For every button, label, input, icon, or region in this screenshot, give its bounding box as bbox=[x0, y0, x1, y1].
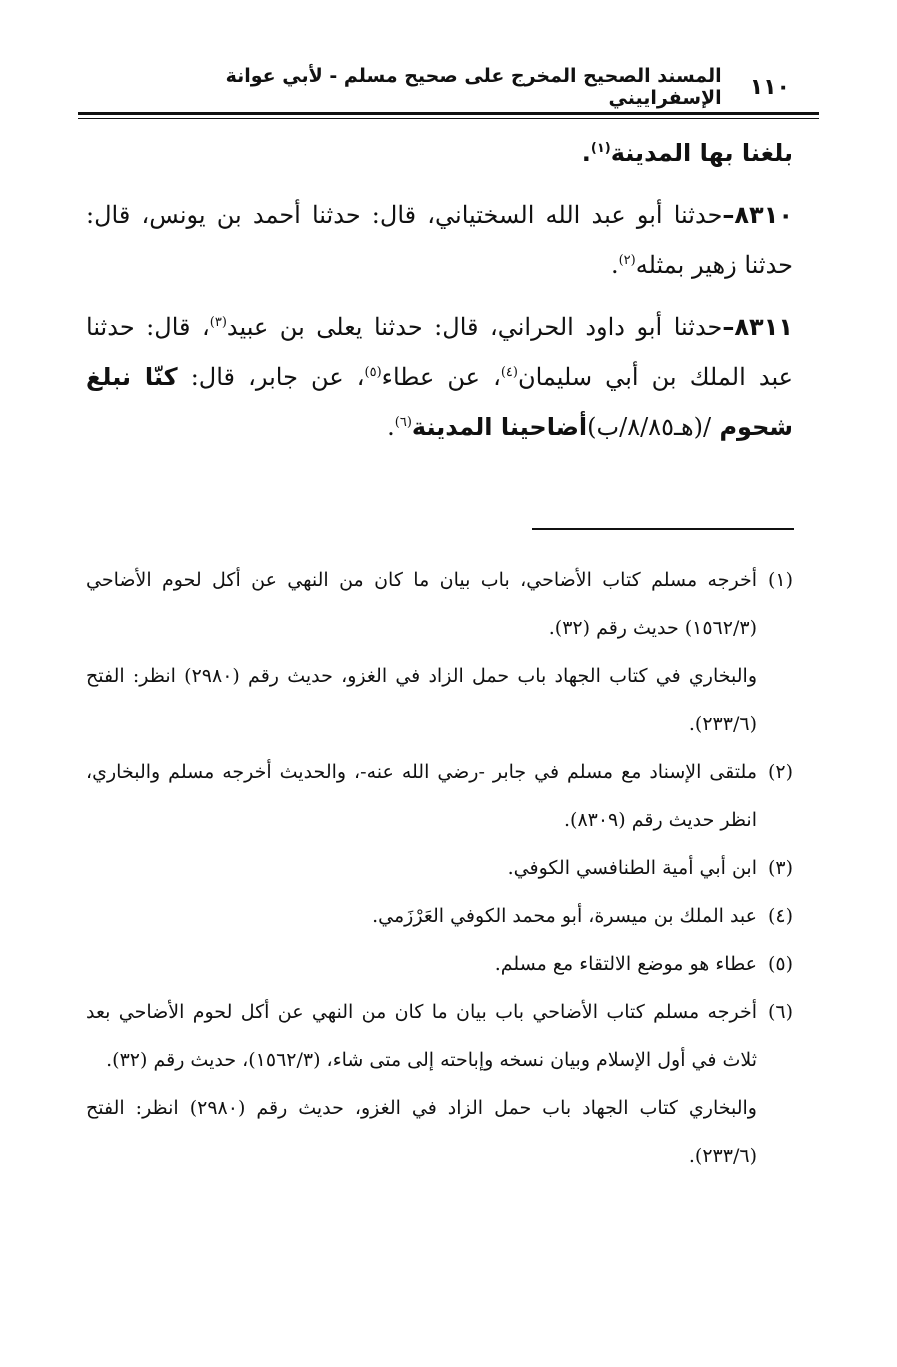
continuation-text: بلغنا بها المدينة bbox=[610, 139, 793, 167]
header-rule-thin bbox=[78, 118, 819, 119]
footnote-number: (١) bbox=[767, 569, 793, 591]
hadith-matn: كنّا نبلغ شحوم bbox=[86, 363, 793, 441]
footnote-text: ابن أبي أمية الطنافسي الكوفي. bbox=[507, 857, 757, 879]
page-number: ١١٠ bbox=[749, 74, 790, 100]
footnote-text: والبخاري كتاب الجهاد باب حمل الزاد في الغزو، حديث رقم (٢٩٨٠) انظر: الفتح (٢٣٣/٦). bbox=[86, 1097, 757, 1167]
period: . bbox=[610, 251, 619, 279]
footnotes bbox=[86, 556, 793, 1180]
hadith-number: ٨٣١١– bbox=[722, 313, 793, 341]
footnote-text: أخرجه مسلم كتاب الأضاحي، باب بيان ما كان من النهي عن أكل لحوم الأضاحي (١٥٦٢/٣) حديث رقم (٣٢). bbox=[86, 569, 757, 639]
page-header bbox=[150, 65, 790, 109]
hadith-matn: أضاحينا المدينة bbox=[411, 413, 588, 441]
footnote-number: (٢) bbox=[767, 761, 793, 783]
footnote-4 bbox=[86, 892, 793, 940]
hadith-text-part: ، عن عطاء bbox=[381, 363, 501, 391]
footnote-5 bbox=[86, 940, 793, 988]
footnote-3 bbox=[86, 844, 793, 892]
hadith-text-part: ، قال: حدثنا عبد الملك بن أبي سليمان bbox=[86, 313, 794, 391]
footnote-text: والبخاري في كتاب الجهاد باب حمل الزاد في الغزو، حديث رقم (٢٩٨٠) انظر: الفتح (٢٣٣/٦). bbox=[86, 665, 757, 735]
manuscript-ref: /(هـ٨/٨٥/ب) bbox=[587, 413, 712, 441]
footnote-1-continued bbox=[86, 652, 793, 748]
footnote-number: (٣) bbox=[767, 857, 793, 879]
hadith-text: حدثنا أبو عبد الله السختياني، قال: حدثنا أحمد بن يونس، قال: حدثنا زهير بمثله bbox=[86, 201, 793, 279]
running-title: المسند الصحيح المخرج على صحيح مسلم - لأبي عوانة الإسفراييني bbox=[225, 65, 722, 109]
footnote-text: ملتقى الإسناد مع مسلم في جابر -رضي الله عنه-، والحديث أخرجه مسلم والبخاري، انظر حديث رقم (٨٣٠٩). bbox=[86, 761, 757, 831]
hadith-text-part: ، عن جابر، قال: bbox=[177, 363, 365, 391]
footnote-number: (٤) bbox=[767, 905, 793, 927]
period: . bbox=[387, 413, 395, 441]
footnote-text: عطاء هو موضع الالتقاء مع مسلم. bbox=[494, 953, 757, 975]
period: . bbox=[581, 139, 591, 167]
footnote-number: (٦) bbox=[767, 1001, 793, 1023]
hadith-8311 bbox=[86, 302, 793, 452]
paragraph-continuation bbox=[86, 128, 793, 178]
footnote-2 bbox=[86, 748, 793, 844]
footnote-number: (٥) bbox=[767, 953, 793, 975]
main-text bbox=[86, 128, 793, 464]
footnote-ref-5: (٥) bbox=[364, 365, 382, 380]
footnote-separator bbox=[532, 528, 794, 530]
footnote-1 bbox=[86, 556, 793, 652]
footnote-ref-1: (١) bbox=[590, 141, 611, 156]
footnote-6 bbox=[86, 988, 793, 1084]
header-rule-thick bbox=[78, 112, 819, 115]
footnote-ref-4: (٤) bbox=[500, 365, 518, 380]
hadith-8310 bbox=[86, 190, 793, 290]
footnote-ref-3: (٣) bbox=[209, 315, 227, 330]
hadith-text-part: حدثنا أبو داود الحراني، قال: حدثنا يعلى بن عبيد bbox=[226, 313, 723, 341]
footnote-text: عبد الملك بن ميسرة، أبو محمد الكوفي العَرْزَمي. bbox=[372, 905, 757, 927]
hadith-number: ٨٣١٠– bbox=[722, 201, 793, 229]
footnote-6-continued bbox=[86, 1084, 793, 1180]
footnote-text: أخرجه مسلم كتاب الأضاحي باب بيان ما كان من النهي عن أكل لحوم الأضاحي بعد ثلاث في أول الإسلام وبيان نسخه وإباحته إلى متى شاء، (١٥٦٢/٣)، حديث رقم (٣٢). bbox=[86, 1001, 757, 1071]
footnote-ref-6: (٦) bbox=[394, 415, 412, 430]
footnote-ref-2: (٢) bbox=[618, 253, 636, 268]
